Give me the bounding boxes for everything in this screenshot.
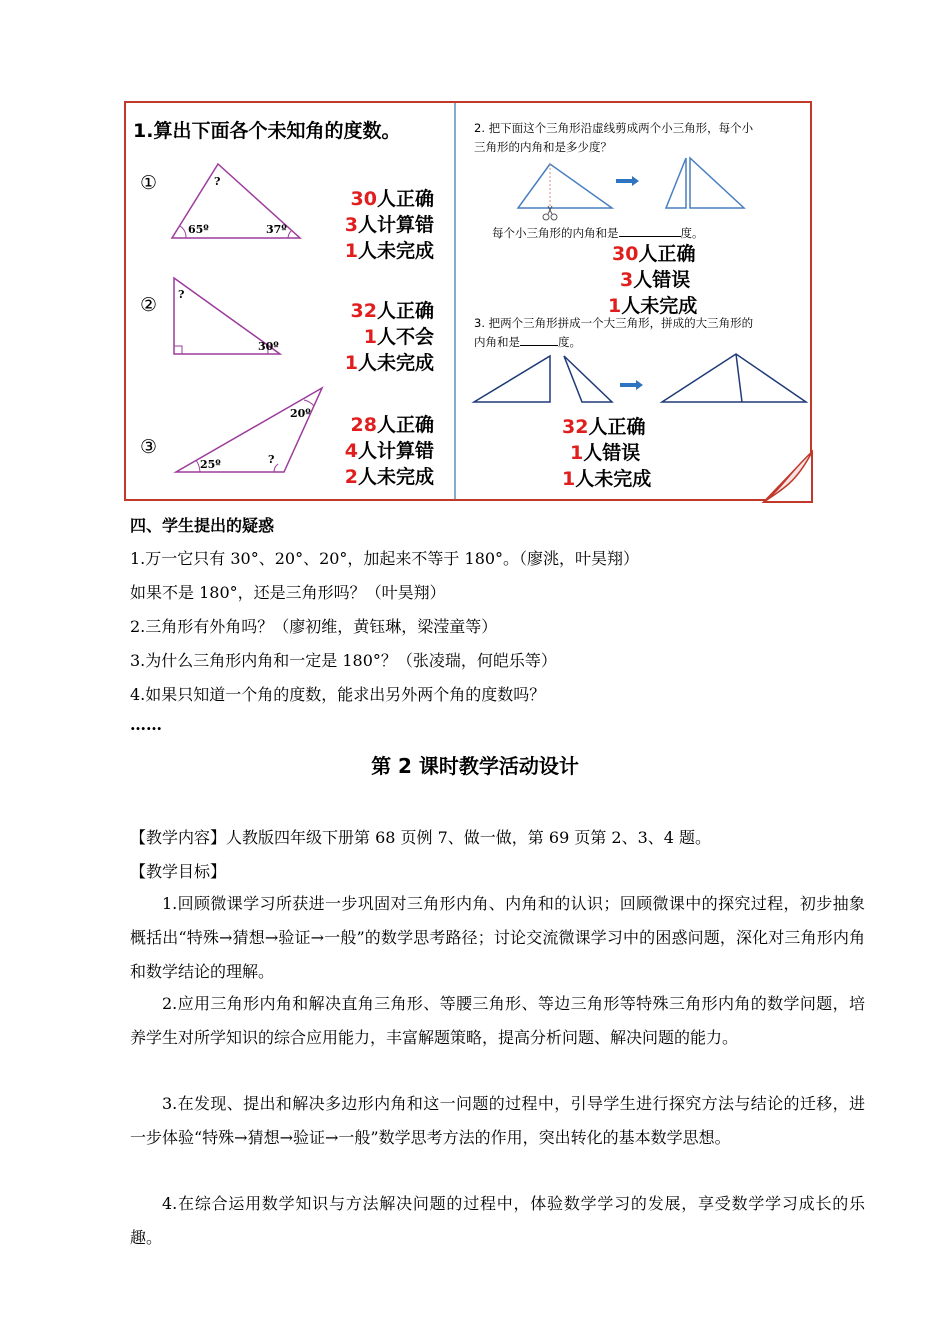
- q1-t3-angle-top: 20º: [290, 407, 311, 420]
- q3-two-triangles: [472, 354, 622, 406]
- q2-title: 2. 把下面这个三角形沿虚线剪成两个小三角形，每个小 三角形的内角和是多少度？: [474, 121, 754, 154]
- q1-item3-marker: ③: [140, 436, 158, 458]
- q3-arrow-icon: [620, 380, 644, 390]
- q1-t1-angle-left: 65º: [188, 223, 209, 236]
- q3-title: 3. 把两个三角形拼成一个大三角形，拼成的大三角形的 内角和是 度。: [474, 316, 754, 349]
- panel-divider: [454, 103, 456, 499]
- lesson2-goals-heading: 【教学目标】: [130, 862, 227, 881]
- lesson2-content: 【教学内容】人教版四年级下册第 68 页例 7、做一做，第 69 页第 2、3、4 题。: [130, 828, 712, 847]
- q1-triangle-1: [170, 160, 305, 242]
- goal-paragraph-2: 2.应用三角形内角和解决直角三角形、等腰三角形、等边三角形等特殊三角形内角的数学问题，培养学生对所学知识的综合应用能力，丰富解题策略，提高分析问题、解决问题的能力。: [130, 994, 865, 1047]
- goal-paragraph-3: 3.在发现、提出和解决多边形内角和这一问题的过程中，引导学生进行探究方法与结论的迁移，进一步体验“特殊→猜想→验证→一般”数学思考方法的作用，突出转化的基本数学思想。: [130, 1094, 865, 1147]
- q3-results: 32人正确 1人错误 1人未完成: [562, 416, 652, 490]
- question-line-4: 3.为什么三角形内角和一定是 180°？（张凌瑞，何皑乐等）: [130, 651, 557, 670]
- lesson2-title: 第 2 课时教学活动设计: [371, 754, 579, 778]
- q1-t2-angle-top: ?: [178, 288, 185, 301]
- q3-combined-triangle: [660, 352, 812, 406]
- q1-triangle-2: [172, 276, 287, 358]
- q1-item3-results: 28人正确 4人计算错 2人未完成: [344, 414, 434, 488]
- goal-paragraph-4: 4.在综合运用数学知识与方法解决问题的过程中，体验数学学习的发展，享受数学学习成长的乐趣。: [130, 1194, 865, 1247]
- q1-t3-angle-right: ?: [268, 453, 275, 466]
- question-line-5: 4.如果只知道一个角的度数，能求出另外两个角的度数吗？: [130, 685, 546, 704]
- question-line-2: 如果不是 180°，还是三角形吗？（叶昊翔）: [130, 583, 446, 602]
- q1-t1-angle-right: 37º: [266, 223, 287, 236]
- q1-item2-marker: ②: [140, 294, 158, 316]
- q2-cut-triangles: [664, 156, 748, 212]
- q1-item1-results: 30人正确 3人计算错 1人未完成: [344, 188, 434, 262]
- goal-paragraph-1: 1.回顾微课学习所获进一步巩固对三角形内角、内角和的认识；回顾微课中的探究过程，初步抽象概括出“特殊→猜想→验证→一般”的数学思考路径；讨论交流微课学习中的困惑问题，深化对三角形内角和数学结论的理解。: [130, 894, 865, 981]
- q2-results: 30人正确 3人错误 1人未完成: [608, 243, 698, 317]
- question-line-1: 1.万一它只有 30°、20°、20°，加起来不等于 180°。（廖洮，叶昊翔）: [130, 549, 640, 568]
- q2-arrow-icon: [616, 176, 640, 186]
- q1-triangle-3: [174, 384, 326, 476]
- q1-item1-marker: ①: [140, 172, 158, 194]
- section4-heading: 四、学生提出的疑惑: [130, 516, 275, 535]
- question-line-3: 2.三角形有外角吗？（廖初维，黄钰琳，梁滢童等）: [130, 617, 498, 636]
- q2-fill-blank: 每个小三角形的内角和是 度。: [492, 226, 704, 240]
- page-curl-decoration: [760, 450, 820, 505]
- q2-triangle-with-dashed-line: [516, 162, 616, 224]
- ellipsis: ……: [130, 715, 162, 734]
- q1-t3-angle-left: 25º: [200, 458, 221, 471]
- q1-t1-angle-top: ?: [214, 175, 221, 188]
- q1-t2-angle-right: 30º: [258, 340, 279, 353]
- q1-item2-results: 32人正确 1人不会 1人未完成: [344, 300, 434, 374]
- q1-title: 1.算出下面各个未知角的度数。: [133, 120, 401, 142]
